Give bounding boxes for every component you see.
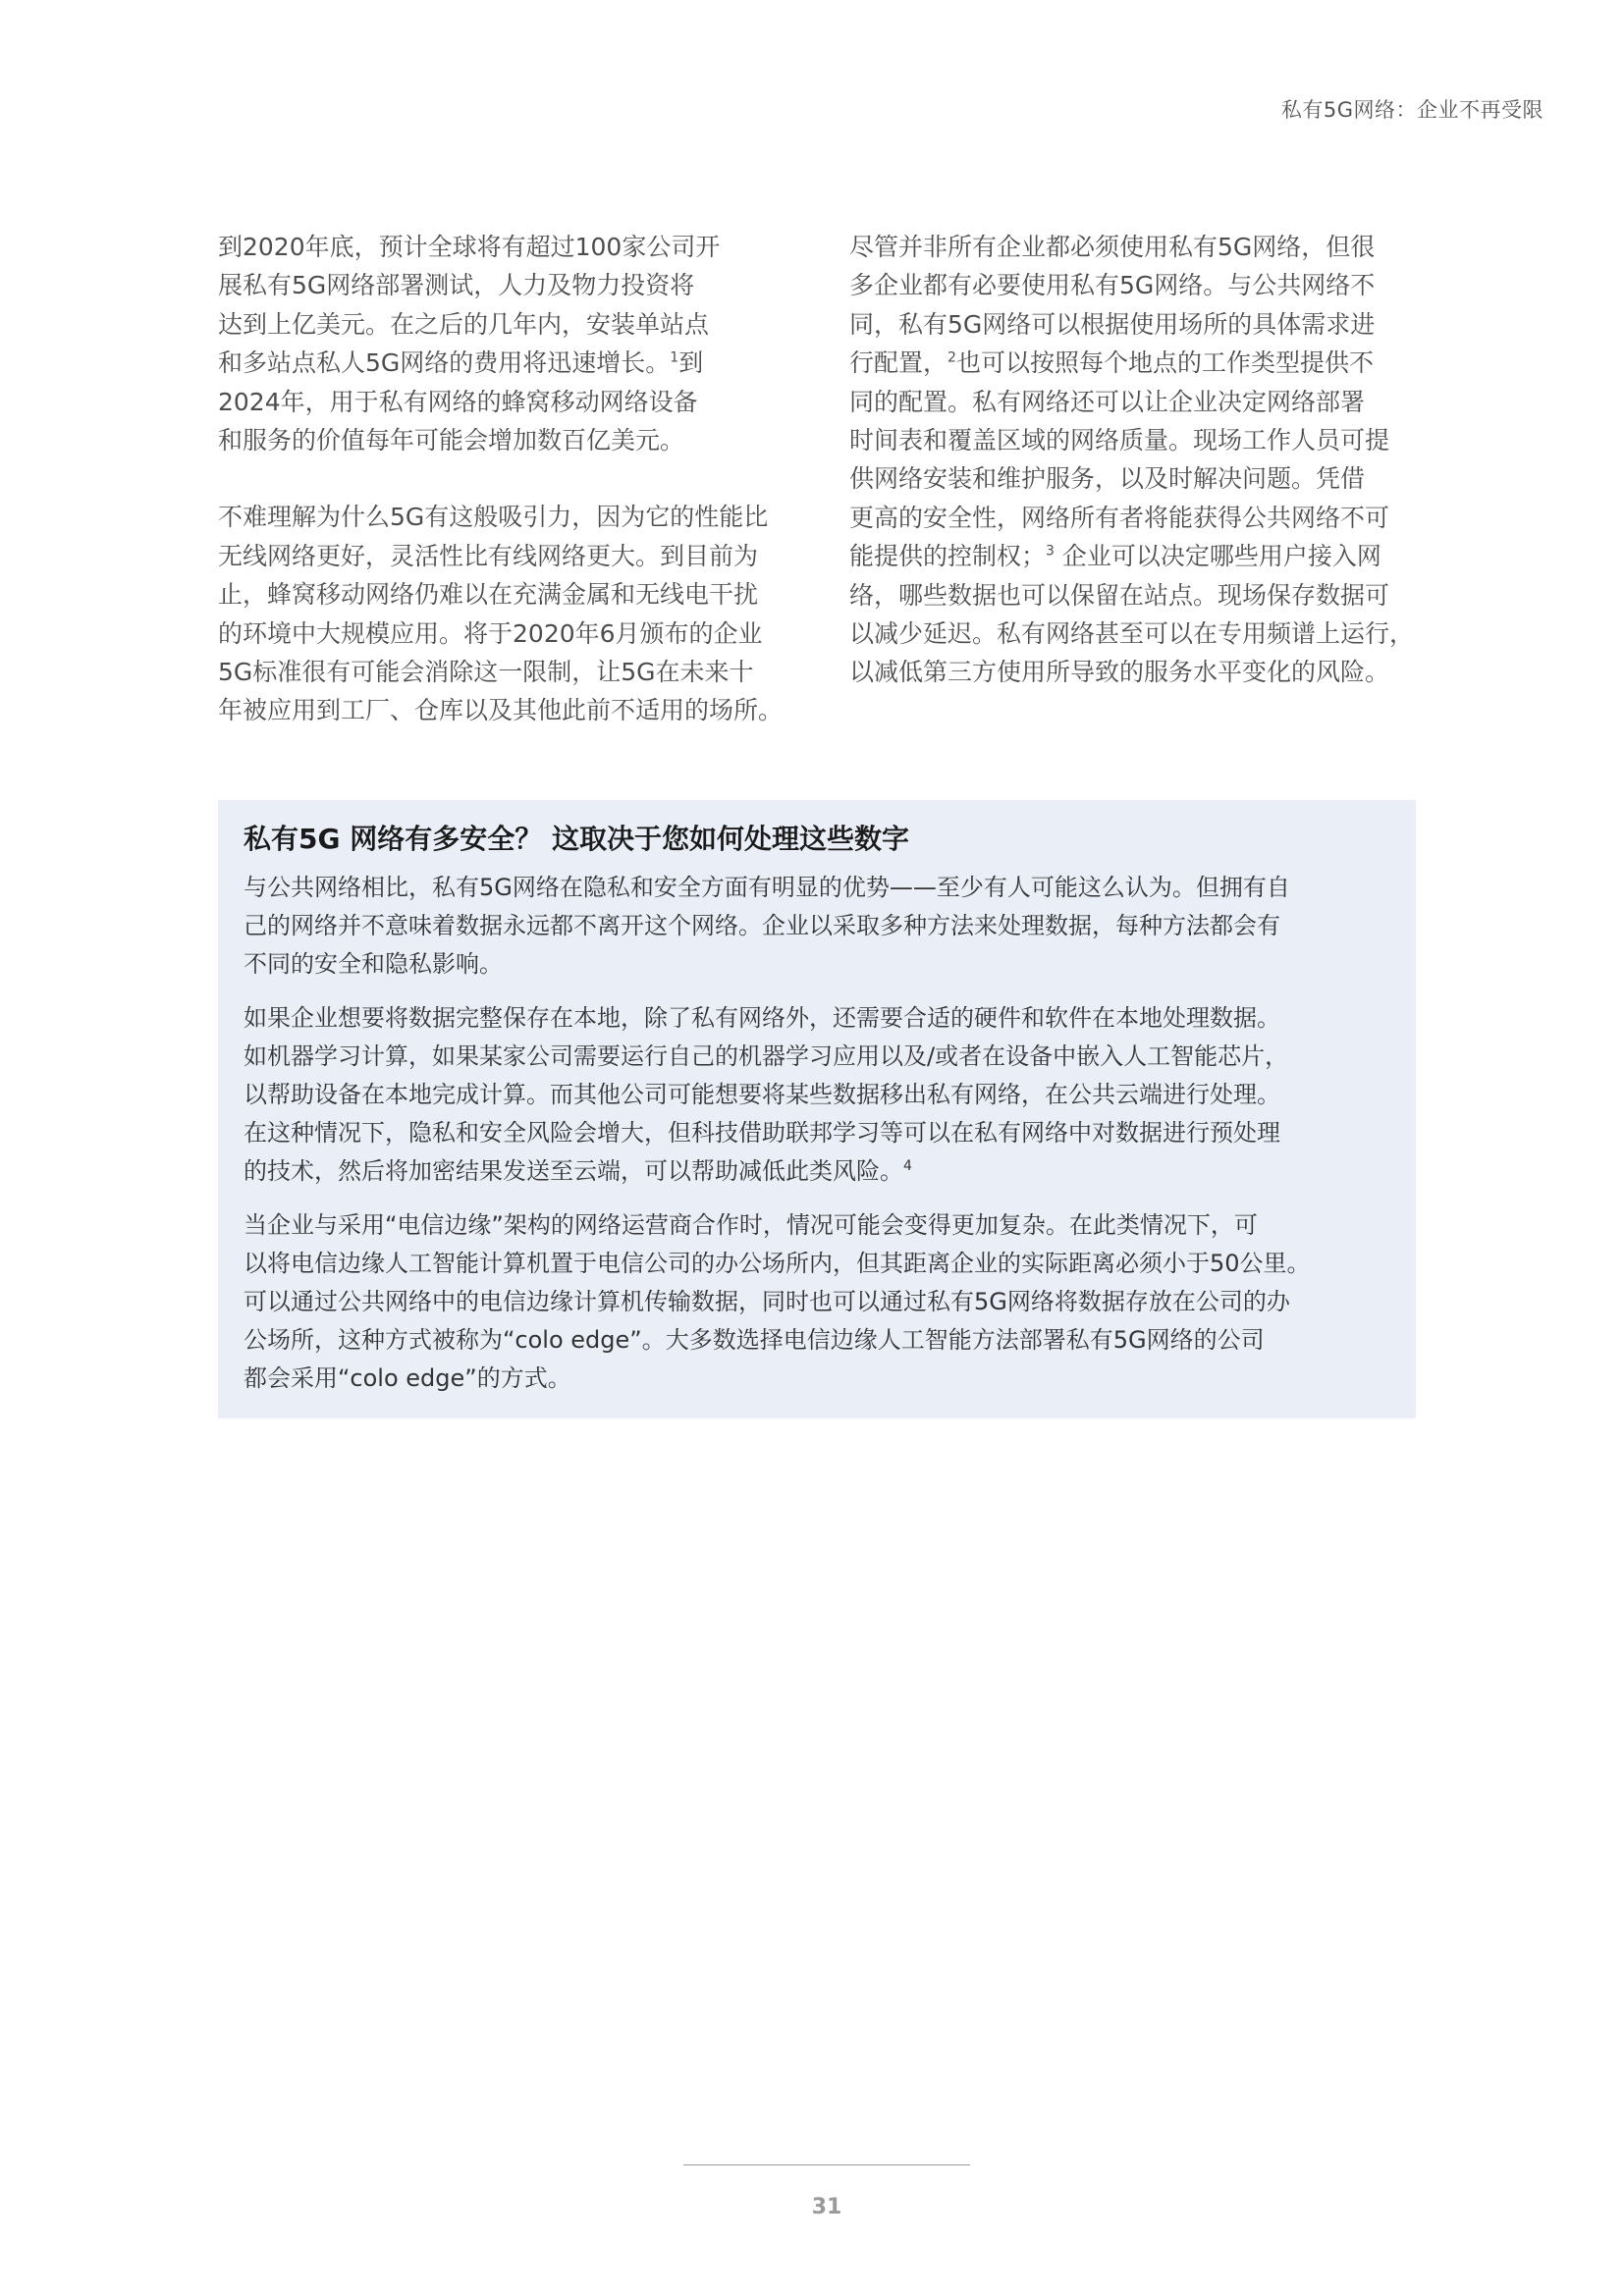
- right-paragraph-1: [849, 228, 1438, 692]
- right-paragraph-text-a: 尽管并非所有企业都必须使用私有5G网络，但很 多企业都有必要使用私有5G网络。与公共网络不 同，私有5G网络可以根据使用场所的具体需求进 行配置，: [849, 233, 1376, 378]
- left-column: [218, 228, 807, 730]
- right-paragraph-text-c: 企业可以决定哪些用户接入网 络，哪些数据也可以保留在站点。现场保存数据可 以减少延迟。私有网络甚至可以在专用频谱上运行， 以减低第三方使用所导致的服务水平变化的风险。: [849, 542, 1415, 687]
- right-paragraph-text-b: 也可以按照每个地点的工作类型提供不 同的配置。私有网络还可以让企业决定网络部署 时间表和覆盖区域的网络质量。现场工作人员可提 供网络安装和维护服务，以及时解决问题。凭借 更高的安全性，网络所有者将能获得公共网络不可 能提供的控制权；: [849, 348, 1390, 571]
- left-paragraph-1: [218, 228, 807, 459]
- sidebar-paragraph-3: 当企业与采用“电信边缘”架构的网络运营商合作时，情况可能会变得更加复杂。在此类情况下，可 以将电信边缘人工智能计算机置于电信公司的办公场所内，但其距离企业的实际距离必须小于50公里。 可以通过公共网络中的电信边缘计算机传输数据，同时也可以通过私有5G网络将数据存放在公司的办 公场所，这种方式被称为“colo edge”。大多数选择电信边缘人工智能方法部署私有5G网络的公司 都会采用“colo edge”的方式。: [244, 1211, 1311, 1392]
- sidebar-paragraph-2: [244, 999, 1386, 1190]
- left-paragraph-2: 不难理解为什么5G有这般吸引力，因为它的性能比 无线网络更好，灵活性比有线网络更大。到目前为 止，蜂窝移动网络仍难以在充满金属和无线电干扰 的环境中大规模应用。将于2020年6月颁布的企业 5G标准很有可能会消除这一限制，让5G在未来十 年被应用到工厂、仓库以及其他此前不适用的场所。: [218, 503, 784, 725]
- sidebar-paragraph-1: 与公共网络相比，私有5G网络在隐私和安全方面有明显的优势——至少有人可能这么认为。但拥有自 己的网络并不意味着数据永远都不离开这个网络。企业以采取多种方法来处理数据，每种方法都会有 不同的安全和隐私影响。: [244, 874, 1290, 978]
- footer-divider: [683, 2164, 970, 2165]
- footnote-ref-1[interactable]: 1: [670, 349, 679, 366]
- footnote-ref-3[interactable]: 3: [1046, 543, 1055, 560]
- footnote-ref-4[interactable]: 4: [903, 1157, 912, 1174]
- sidebar-paragraph-2-text: 如果企业想要将数据完整保存在本地，除了私有网络外，还需要合适的硬件和软件在本地处理数据。 如机器学习计算，如果某家公司需要运行自己的机器学习应用以及/或者在设备中嵌入人工智能芯片， 以帮助设备在本地完成计算。而其他公司可能想要将某些数据移出私有网络，在公共云端进行处理。 在这种情况下，隐私和安全风险会增大，但科技借助联邦学习等可以在私有网络中对数据进行预处理 的技术，然后将加密结果发送至云端，可以帮助减低此类风险。: [244, 1004, 1289, 1185]
- left-paragraph-1-text-b: 到 2024年，用于私有网络的蜂窝移动网络设备 和服务的价值每年可能会增加数百亿美元。: [218, 348, 704, 455]
- page-number: 31: [811, 2195, 842, 2219]
- sidebar-title: 私有5G 网络有多安全？ 这取决于您如何处理这些数字: [244, 823, 909, 855]
- running-header: 私有5G网络：企业不再受限: [1280, 98, 1543, 122]
- security-sidebar-box: [218, 800, 1416, 1418]
- footnote-ref-2[interactable]: 2: [947, 349, 956, 366]
- right-column: [849, 228, 1438, 692]
- left-paragraph-1-text-a: 到2020年底，预计全球将有超过100家公司开 展私有5G网络部署测试，人力及物力投资将 达到上亿美元。在之后的几年内，安装单站点 和多站点私人5G网络的费用将迅速增长。: [218, 233, 721, 378]
